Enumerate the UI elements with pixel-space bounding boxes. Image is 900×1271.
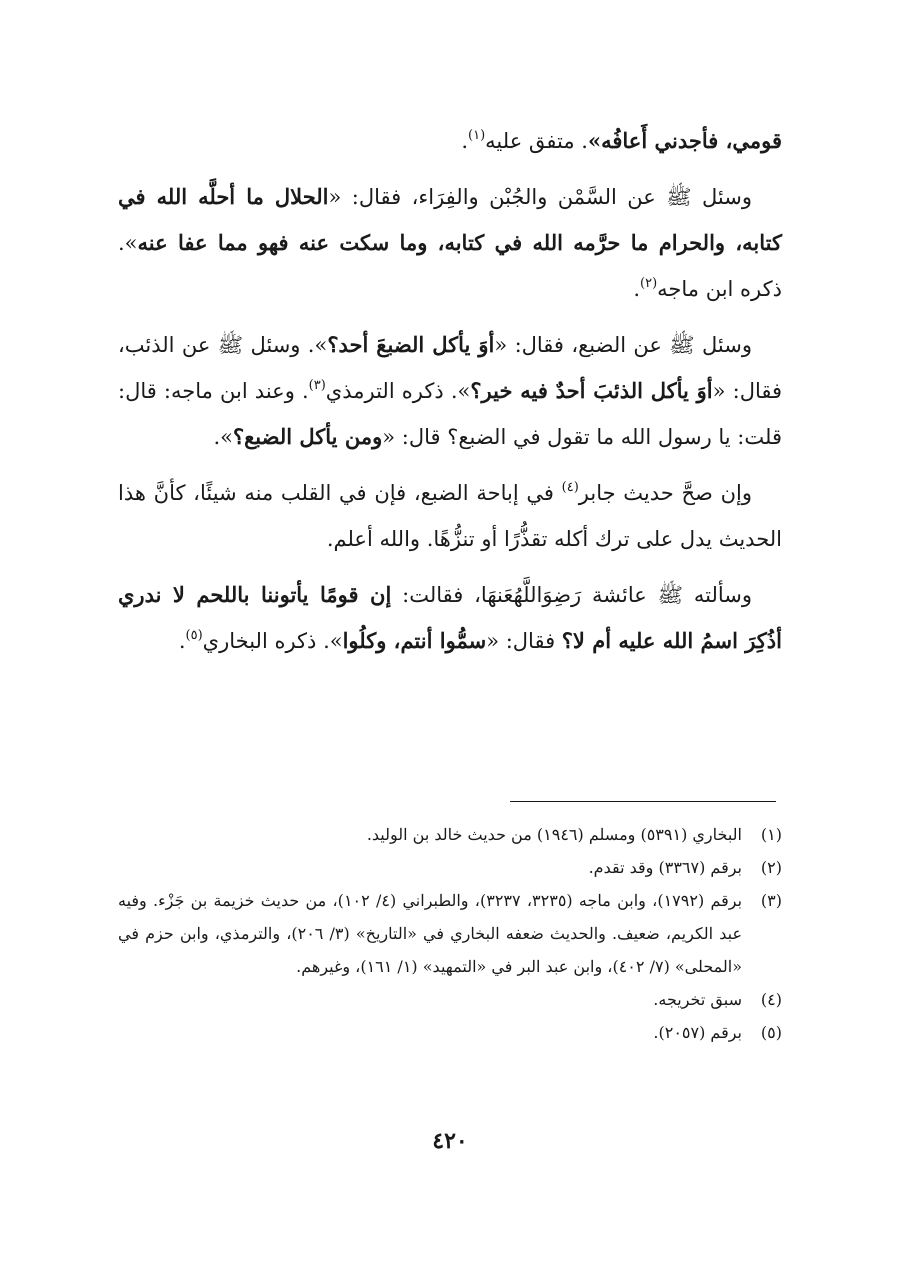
- footnote-3: [118, 884, 782, 983]
- footnote-5: [118, 1016, 782, 1049]
- footnote-text: البخاري (٥٣٩١) ومسلم (١٩٤٦) من حديث خالد بن الوليد.: [366, 825, 742, 844]
- footnote-ref-3[interactable]: (٣): [308, 378, 326, 393]
- footnote-1: [118, 818, 782, 851]
- footnote-4: [118, 983, 782, 1016]
- narration-text: ». ذكره البخاري: [202, 629, 343, 653]
- narration-text: في إباحة الضبع، فإن في القلب منه شيئًا، كأنَّ هذا الحديث يدل على ترك أكله تقذُّرًا أو تنزُّهًا. والله أعلم.: [118, 481, 782, 551]
- main-text: [118, 118, 782, 674]
- footnote-ref-5[interactable]: (٥): [185, 628, 203, 643]
- footnote-ref-2[interactable]: (٢): [640, 276, 658, 291]
- footnote-number: (٥): [760, 1023, 782, 1042]
- footnote-number: (٤): [760, 990, 782, 1009]
- footnote-number: (٢): [760, 858, 782, 877]
- footnote-divider: [510, 801, 776, 802]
- narration-text: وسألته ﷺ عائشة رَضِوَاللَّهُعَنهَا، فقالت:: [391, 583, 752, 607]
- punctuation: .: [461, 129, 469, 153]
- page-number: ٤٢٠: [432, 1128, 468, 1154]
- paragraph-2: [118, 174, 782, 312]
- footnote-2: [118, 851, 782, 884]
- narration-text: ». ذكره الترمذي: [325, 379, 471, 403]
- narration-text: ». ذكره ابن ماجه: [118, 231, 782, 301]
- hadith-quote: الحلال ما أحلَّه الله في كتابه، والحرام ما حرَّمه الله في كتابه، وما سكت عنه فهو مما عفا عنه: [118, 184, 782, 255]
- hadith-quote: سمُّوا أنتم، وكلُوا: [342, 628, 487, 653]
- paragraph-5: [118, 572, 782, 664]
- narration-text: فقال: «: [486, 629, 562, 653]
- punctuation: ».: [213, 425, 233, 449]
- footnote-text: برقم (١٧٩٢)، وابن ماجه (٣٢٣٥، ٣٢٣٧)، والطبراني (٤/ ١٠٢)، من حديث خزيمة بن جَزْء. وفيه عبد الكريم، ضعيف. والحديث ضعفه البخاري في «التاريخ» (٣/ ٢٠٦)، والترمذي، وابن حزم في «المحلى» (٧/ ٤٠٢)، وابن عبد البر في «التمهيد» (١/ ١٦١)، وغيرهم.: [118, 891, 743, 976]
- footnote-ref-1[interactable]: (١): [468, 128, 486, 143]
- punctuation: .: [633, 277, 641, 301]
- hadith-quote: أوَ يأكل الضبعَ أحد؟: [327, 332, 495, 357]
- narration-text: وإن صحَّ حديث جابر: [578, 481, 752, 505]
- footnote-ref-4[interactable]: (٤): [561, 480, 579, 495]
- narration-text: وسئل ﷺ عن السَّمْن والجُبْن والفِرَاء، فقال: «: [328, 185, 753, 209]
- footnote-text: برقم (٢٠٥٧).: [653, 1023, 742, 1042]
- footnote-number: (٣): [760, 891, 782, 910]
- footnote-text: برقم (٣٣٦٧) وقد تقدم.: [588, 858, 742, 877]
- narration-text: وسئل ﷺ عن الضبع، فقال: «: [494, 333, 753, 357]
- narration-text: . متفق عليه: [485, 129, 588, 153]
- paragraph-4: [118, 470, 782, 562]
- question-quote: إن قومًا يأتوننا باللحم لا ندري أذُكِرَ اسمُ الله عليه أم لا؟: [118, 582, 782, 653]
- hadith-quote: ومن يأكل الضبع؟: [232, 424, 383, 449]
- paragraph-3: [118, 322, 782, 460]
- narration-text: . وعند ابن ماجه: قال: قلت: يا رسول الله ما تقول في الضبع؟ قال: «: [118, 379, 782, 449]
- hadith-quote: قومي، فأجدني أَعافُه»: [587, 128, 782, 153]
- hadith-quote: أوَ يأكل الذئبَ أحدٌ فيه خير؟: [470, 378, 713, 403]
- narration-text: ». وسئل ﷺ عن الذئب، فقال: «: [118, 333, 783, 403]
- footnotes-list: [118, 818, 782, 1049]
- footnote-number: (١): [760, 825, 782, 844]
- footnote-text: سبق تخريجه.: [653, 990, 742, 1009]
- paragraph-1: [118, 118, 782, 164]
- punctuation: .: [178, 629, 186, 653]
